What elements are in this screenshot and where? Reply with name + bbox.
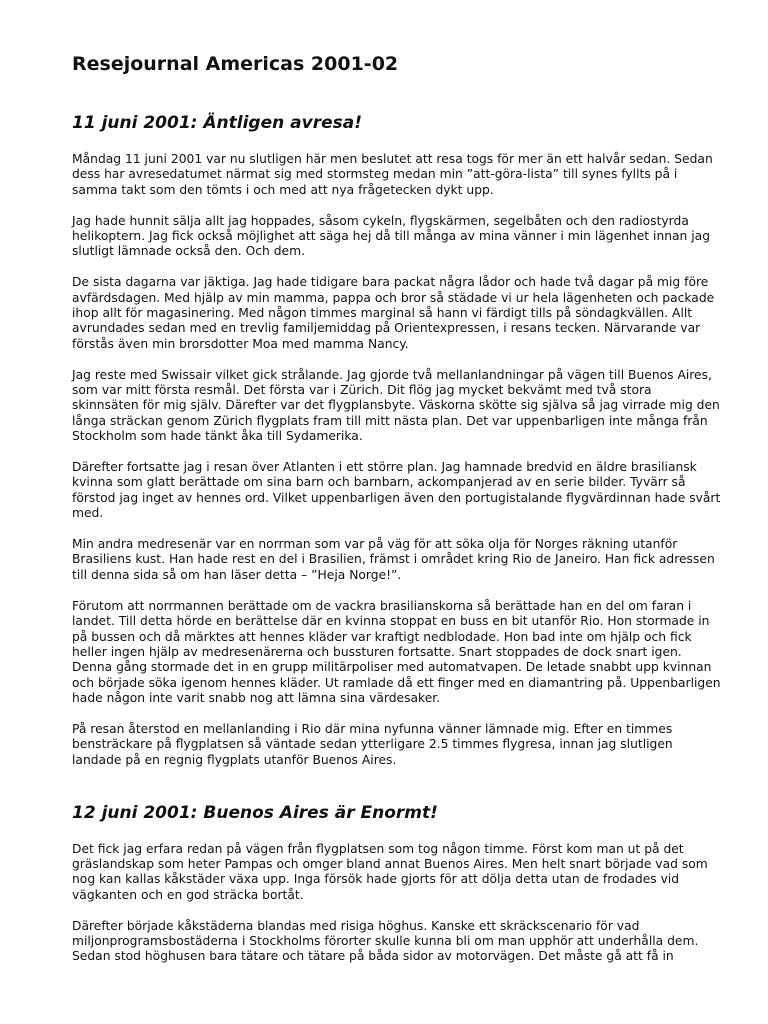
- page-title: Resejournal Americas 2001-02: [72, 53, 399, 75]
- paragraph: Jag hade hunnit sälja allt jag hoppades, såsom cykeln, flygskärmen, segelbåten och den radiostyrda helikoptern. Jag fick också möjlighet att säga hej då till många av mina vänner i min lägenhet innan jag slutligt lämnade också den. Och dem.: [72, 213, 711, 259]
- paragraph: Förutom att norrmannen berättade om de vackra brasilianskorna så berättade han en del om faran i landet. Till detta hörde en berättelse där en kvinna stoppat en buss en bit utanför Rio. Hon stormade in på bussen och då märktes att hennes kläder var kraftigt nedblodade. Hon bad inte om hjälp och fick heller ingen hjälp av medresenärerna och bussturen fortsatte. Snart stoppades de dock snart igen. Denna gång stormade det in en grupp militärpoliser med automatvapen. De letade snabbt upp kvinnan och började söka igenom hennes kläder. Ut ramlade då ett finger med en diamantring på. Uppenbarligen hade någon inte varit snabb nog att lämna sina värdesaker.: [72, 598, 721, 706]
- paragraph: Därefter började kåkstäderna blandas med risiga höghus. Kanske ett skräckscenario för vad miljonprogramsbostäderna i Stockholms förorter skulle kunna bli om man upphör att underhålla dem. Sedan stod höghusen bara tätare och tätare på båda sidor av motorvägen. Det måste gå att få in: [72, 918, 699, 964]
- paragraph: Därefter fortsatte jag i resan över Atlanten i ett större plan. Jag hamnade bredvid en äldre brasiliansk kvinna som glatt berättade om sina barn och barnbarn, ackompanjerad av en serie bilder. Tyvärr så förstod jag inget av hennes ord. Vilket uppenbarligen även den portugistalande flygvärdinnan hade svårt med.: [72, 460, 721, 521]
- paragraph: Min andra medresenär var en norrman som var på väg för att söka olja för Norges räkning utanför Brasiliens kust. Han hade rest en del i Brasilien, främst i området kring Rio de Janeiro. Han fick adressen till denna sida så om han läser detta – ”Heja Norge!”.: [72, 537, 715, 582]
- section-gap: [72, 784, 722, 802]
- paragraph: Jag reste med Swissair vilket gick strålande. Jag gjorde två mellanlandningar på vägen till Buenos Aires, som var mitt första resmål. Det första var i Zürich. Dit flög jag mycket bekvämt med två stora skinnsäten för mig själv. Därefter var det flygplansbyte. Väskorna skötte sig själva så jag virrade mig den långa sträckan genom Zürich flygplats fram till mitt nästa plan. Det var uppenbarligen inte många från Stockholm som hade tänkt åka till Sydamerika.: [72, 367, 720, 444]
- paragraph: De sista dagarna var jäktiga. Jag hade tidigare bara packat några lådor och hade två dagar på mig före avfärdsdagen. Med hjälp av min mamma, pappa och bror så städade vi ur hela lägenheten och packade ihop allt för magasinering. Med någon timmes marginal så hann vi färdigt tills på söndagkvällen. Allt avrundades sedan med en trevlig familjemiddag på Orientexpressen, i resans tecken. Närvarande var förstås även min brorsdotter Moa med mamma Nancy.: [72, 275, 715, 351]
- entry-heading: 11 juni 2001: Äntligen avresa!: [72, 113, 362, 133]
- paragraph: På resan återstod en mellanlanding i Rio där mina nyfunna vänner lämnade mig. Efter en timmes bensträckare på flygplatsen så väntade sedan ytterligare 2.5 timmes flygresa, innan jag slutligen landade på en regnig flygplats utanför Buenos Aires.: [72, 721, 673, 767]
- entry-heading: 12 juni 2001: Buenos Aires är Enormt!: [72, 802, 438, 823]
- paragraph: Måndag 11 juni 2001 var nu slutligen här men beslutet att resa togs för mer än ett halvår sedan. Sedan dess har avresedatumet närmat sig med stormsteg medan min ”att-göra-lista” till synes fyllts på i samma takt som den tömts i och med att nya frågetecken dykt upp.: [72, 152, 713, 197]
- paragraph: Det fick jag erfara redan på vägen från flygplatsen som tog någon timme. Först kom man ut på det gräslandskap som heter Pampas och omger bland annat Buenos Aires. Men helt snart började vad som nog kan kallas kåkstäder växa upp. Inga försök hade gjorts för att dölja detta utan de frodades vid vägkanten och en god sträcka bortåt.: [72, 841, 708, 902]
